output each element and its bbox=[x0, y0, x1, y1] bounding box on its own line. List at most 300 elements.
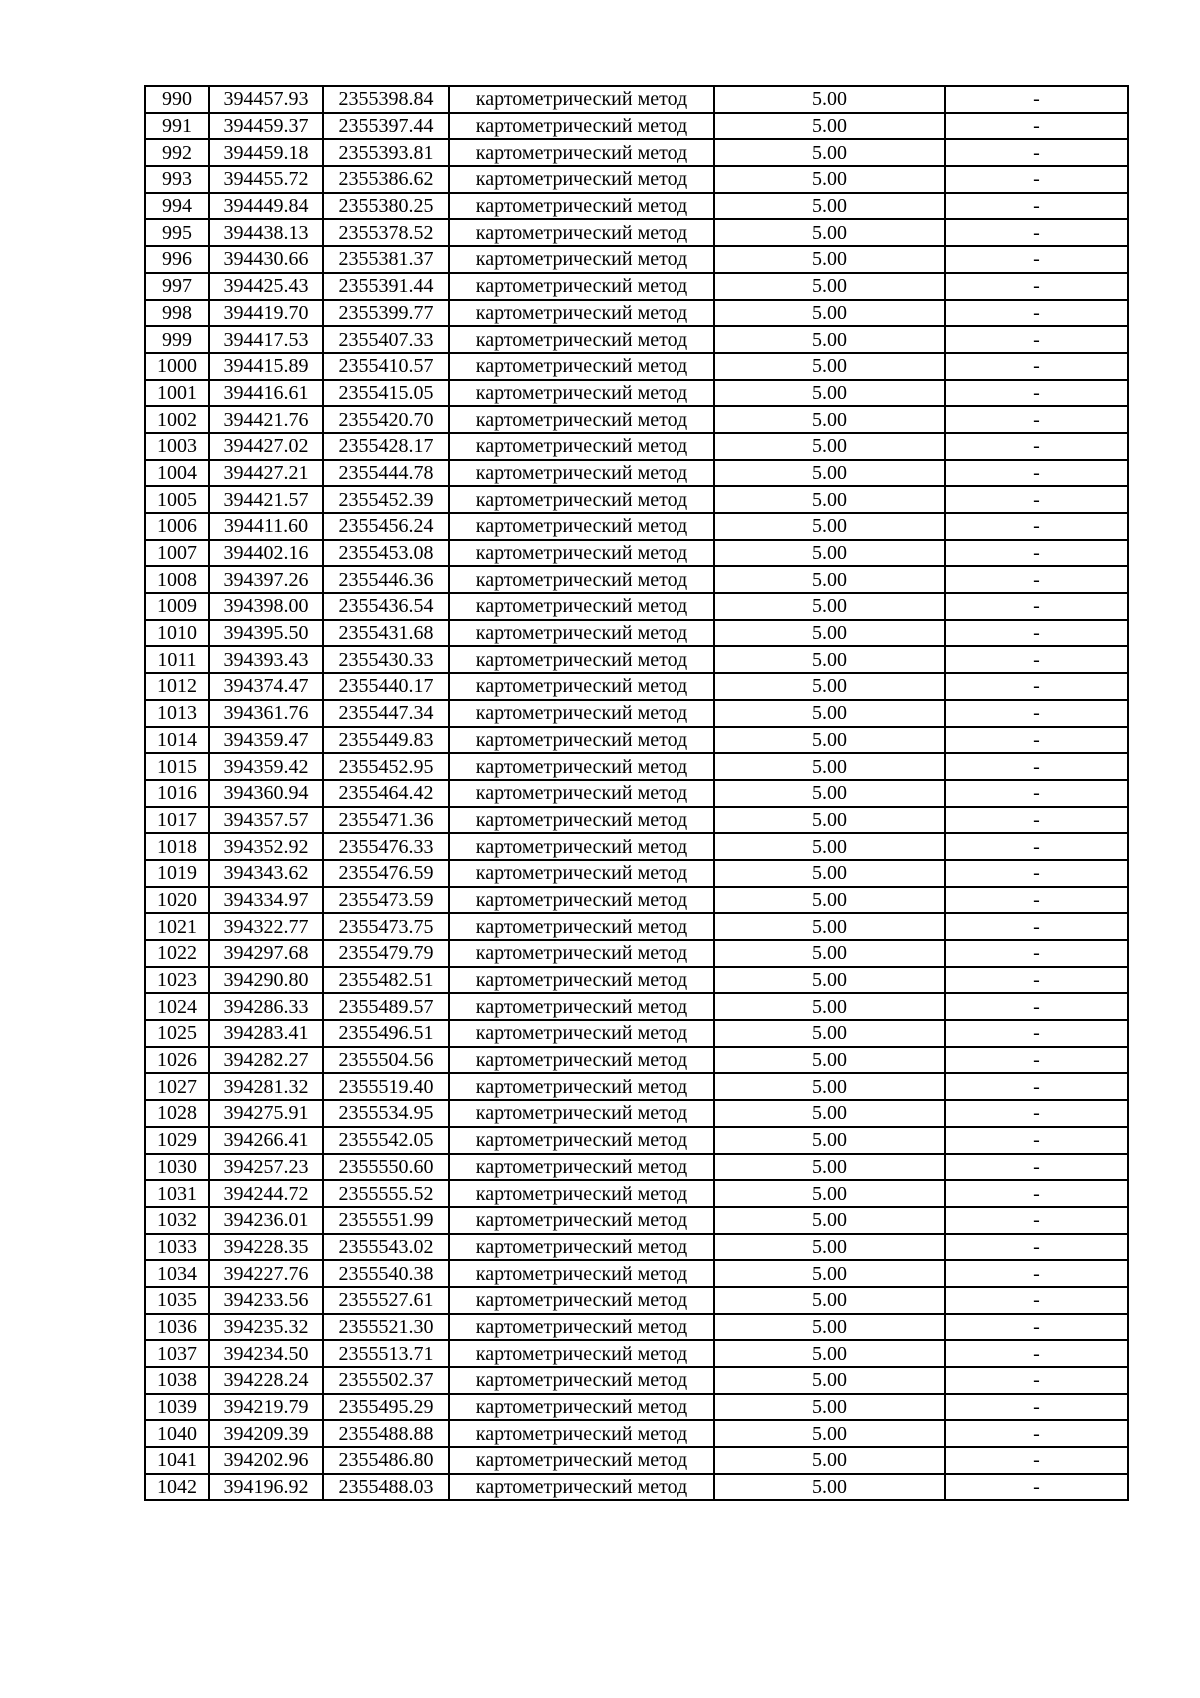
x-coordinate-cell: 394281.32 bbox=[209, 1073, 323, 1100]
table-row bbox=[145, 326, 1128, 353]
x-coordinate-cell: 394219.79 bbox=[209, 1394, 323, 1421]
point-number-cell: 1006 bbox=[145, 513, 209, 540]
accuracy-cell: 5.00 bbox=[714, 1447, 945, 1474]
table-row bbox=[145, 913, 1128, 940]
point-number-cell: 1022 bbox=[145, 940, 209, 967]
note-cell: - bbox=[945, 273, 1128, 300]
method-cell: картометрический метод bbox=[449, 1394, 714, 1421]
accuracy-cell: 5.00 bbox=[714, 513, 945, 540]
method-cell: картометрический метод bbox=[449, 219, 714, 246]
table-row bbox=[145, 1073, 1128, 1100]
method-cell: картометрический метод bbox=[449, 1447, 714, 1474]
table-row bbox=[145, 1367, 1128, 1394]
note-cell: - bbox=[945, 193, 1128, 220]
y-coordinate-cell: 2355495.29 bbox=[323, 1394, 449, 1421]
point-number-cell: 990 bbox=[145, 86, 209, 113]
table-row bbox=[145, 566, 1128, 593]
accuracy-cell: 5.00 bbox=[714, 1340, 945, 1367]
method-cell: картометрический метод bbox=[449, 940, 714, 967]
point-number-cell: 1035 bbox=[145, 1287, 209, 1314]
table-row bbox=[145, 807, 1128, 834]
point-number-cell: 1014 bbox=[145, 727, 209, 754]
x-coordinate-cell: 394459.37 bbox=[209, 113, 323, 140]
point-number-cell: 991 bbox=[145, 113, 209, 140]
note-cell: - bbox=[945, 727, 1128, 754]
coordinates-table bbox=[144, 85, 1129, 1501]
method-cell: картометрический метод bbox=[449, 967, 714, 994]
accuracy-cell: 5.00 bbox=[714, 1314, 945, 1341]
accuracy-cell: 5.00 bbox=[714, 1234, 945, 1261]
x-coordinate-cell: 394455.72 bbox=[209, 166, 323, 193]
x-coordinate-cell: 394398.00 bbox=[209, 593, 323, 620]
x-coordinate-cell: 394449.84 bbox=[209, 193, 323, 220]
y-coordinate-cell: 2355479.79 bbox=[323, 940, 449, 967]
accuracy-cell: 5.00 bbox=[714, 913, 945, 940]
table-row bbox=[145, 727, 1128, 754]
method-cell: картометрический метод bbox=[449, 300, 714, 327]
y-coordinate-cell: 2355496.51 bbox=[323, 1020, 449, 1047]
method-cell: картометрический метод bbox=[449, 753, 714, 780]
accuracy-cell: 5.00 bbox=[714, 860, 945, 887]
y-coordinate-cell: 2355407.33 bbox=[323, 326, 449, 353]
y-coordinate-cell: 2355397.44 bbox=[323, 113, 449, 140]
accuracy-cell: 5.00 bbox=[714, 1394, 945, 1421]
table-row bbox=[145, 273, 1128, 300]
note-cell: - bbox=[945, 1234, 1128, 1261]
y-coordinate-cell: 2355391.44 bbox=[323, 273, 449, 300]
x-coordinate-cell: 394209.39 bbox=[209, 1420, 323, 1447]
note-cell: - bbox=[945, 860, 1128, 887]
y-coordinate-cell: 2355393.81 bbox=[323, 139, 449, 166]
note-cell: - bbox=[945, 1447, 1128, 1474]
accuracy-cell: 5.00 bbox=[714, 1420, 945, 1447]
accuracy-cell: 5.00 bbox=[714, 833, 945, 860]
y-coordinate-cell: 2355540.38 bbox=[323, 1260, 449, 1287]
accuracy-cell: 5.00 bbox=[714, 246, 945, 273]
accuracy-cell: 5.00 bbox=[714, 993, 945, 1020]
point-number-cell: 1004 bbox=[145, 460, 209, 487]
y-coordinate-cell: 2355543.02 bbox=[323, 1234, 449, 1261]
table-row bbox=[145, 219, 1128, 246]
note-cell: - bbox=[945, 219, 1128, 246]
point-number-cell: 1019 bbox=[145, 860, 209, 887]
x-coordinate-cell: 394283.41 bbox=[209, 1020, 323, 1047]
table-row bbox=[145, 1260, 1128, 1287]
method-cell: картометрический метод bbox=[449, 1207, 714, 1234]
note-cell: - bbox=[945, 1047, 1128, 1074]
method-cell: картометрический метод bbox=[449, 1340, 714, 1367]
point-number-cell: 992 bbox=[145, 139, 209, 166]
point-number-cell: 1020 bbox=[145, 887, 209, 914]
table-row bbox=[145, 1447, 1128, 1474]
note-cell: - bbox=[945, 673, 1128, 700]
y-coordinate-cell: 2355430.33 bbox=[323, 646, 449, 673]
method-cell: картометрический метод bbox=[449, 380, 714, 407]
table-row bbox=[145, 1234, 1128, 1261]
y-coordinate-cell: 2355378.52 bbox=[323, 219, 449, 246]
y-coordinate-cell: 2355555.52 bbox=[323, 1180, 449, 1207]
accuracy-cell: 5.00 bbox=[714, 1100, 945, 1127]
table-row bbox=[145, 1340, 1128, 1367]
point-number-cell: 1018 bbox=[145, 833, 209, 860]
note-cell: - bbox=[945, 1207, 1128, 1234]
point-number-cell: 1023 bbox=[145, 967, 209, 994]
y-coordinate-cell: 2355381.37 bbox=[323, 246, 449, 273]
accuracy-cell: 5.00 bbox=[714, 1154, 945, 1181]
note-cell: - bbox=[945, 113, 1128, 140]
method-cell: картометрический метод bbox=[449, 406, 714, 433]
table-row bbox=[145, 940, 1128, 967]
method-cell: картометрический метод bbox=[449, 246, 714, 273]
table-row bbox=[145, 887, 1128, 914]
point-number-cell: 997 bbox=[145, 273, 209, 300]
table-row bbox=[145, 1287, 1128, 1314]
point-number-cell: 1030 bbox=[145, 1154, 209, 1181]
accuracy-cell: 5.00 bbox=[714, 727, 945, 754]
accuracy-cell: 5.00 bbox=[714, 620, 945, 647]
note-cell: - bbox=[945, 593, 1128, 620]
method-cell: картометрический метод bbox=[449, 593, 714, 620]
table-row bbox=[145, 1100, 1128, 1127]
method-cell: картометрический метод bbox=[449, 193, 714, 220]
accuracy-cell: 5.00 bbox=[714, 700, 945, 727]
note-cell: - bbox=[945, 940, 1128, 967]
table-row bbox=[145, 780, 1128, 807]
point-number-cell: 1036 bbox=[145, 1314, 209, 1341]
method-cell: картометрический метод bbox=[449, 460, 714, 487]
note-cell: - bbox=[945, 86, 1128, 113]
table-row bbox=[145, 593, 1128, 620]
note-cell: - bbox=[945, 566, 1128, 593]
table-row bbox=[145, 673, 1128, 700]
x-coordinate-cell: 394421.76 bbox=[209, 406, 323, 433]
x-coordinate-cell: 394282.27 bbox=[209, 1047, 323, 1074]
point-number-cell: 1008 bbox=[145, 566, 209, 593]
note-cell: - bbox=[945, 753, 1128, 780]
note-cell: - bbox=[945, 1314, 1128, 1341]
y-coordinate-cell: 2355436.54 bbox=[323, 593, 449, 620]
table-row bbox=[145, 540, 1128, 567]
note-cell: - bbox=[945, 1154, 1128, 1181]
method-cell: картометрический метод bbox=[449, 486, 714, 513]
accuracy-cell: 5.00 bbox=[714, 300, 945, 327]
point-number-cell: 1031 bbox=[145, 1180, 209, 1207]
note-cell: - bbox=[945, 620, 1128, 647]
method-cell: картометрический метод bbox=[449, 86, 714, 113]
note-cell: - bbox=[945, 540, 1128, 567]
table-row bbox=[145, 646, 1128, 673]
point-number-cell: 1012 bbox=[145, 673, 209, 700]
x-coordinate-cell: 394233.56 bbox=[209, 1287, 323, 1314]
note-cell: - bbox=[945, 833, 1128, 860]
point-number-cell: 1015 bbox=[145, 753, 209, 780]
x-coordinate-cell: 394361.76 bbox=[209, 700, 323, 727]
note-cell: - bbox=[945, 246, 1128, 273]
table-row bbox=[145, 1154, 1128, 1181]
accuracy-cell: 5.00 bbox=[714, 1207, 945, 1234]
accuracy-cell: 5.00 bbox=[714, 460, 945, 487]
table-row bbox=[145, 860, 1128, 887]
method-cell: картометрический метод bbox=[449, 993, 714, 1020]
note-cell: - bbox=[945, 700, 1128, 727]
x-coordinate-cell: 394290.80 bbox=[209, 967, 323, 994]
point-number-cell: 1041 bbox=[145, 1447, 209, 1474]
note-cell: - bbox=[945, 646, 1128, 673]
method-cell: картометрический метод bbox=[449, 887, 714, 914]
method-cell: картометрический метод bbox=[449, 700, 714, 727]
method-cell: картометрический метод bbox=[449, 353, 714, 380]
accuracy-cell: 5.00 bbox=[714, 380, 945, 407]
note-cell: - bbox=[945, 460, 1128, 487]
y-coordinate-cell: 2355444.78 bbox=[323, 460, 449, 487]
accuracy-cell: 5.00 bbox=[714, 780, 945, 807]
y-coordinate-cell: 2355482.51 bbox=[323, 967, 449, 994]
x-coordinate-cell: 394359.42 bbox=[209, 753, 323, 780]
note-cell: - bbox=[945, 300, 1128, 327]
note-cell: - bbox=[945, 1073, 1128, 1100]
accuracy-cell: 5.00 bbox=[714, 1020, 945, 1047]
method-cell: картометрический метод bbox=[449, 1287, 714, 1314]
x-coordinate-cell: 394227.76 bbox=[209, 1260, 323, 1287]
table-row bbox=[145, 1180, 1128, 1207]
note-cell: - bbox=[945, 967, 1128, 994]
accuracy-cell: 5.00 bbox=[714, 406, 945, 433]
note-cell: - bbox=[945, 1420, 1128, 1447]
x-coordinate-cell: 394266.41 bbox=[209, 1127, 323, 1154]
point-number-cell: 1021 bbox=[145, 913, 209, 940]
y-coordinate-cell: 2355464.42 bbox=[323, 780, 449, 807]
point-number-cell: 1032 bbox=[145, 1207, 209, 1234]
point-number-cell: 1007 bbox=[145, 540, 209, 567]
x-coordinate-cell: 394352.92 bbox=[209, 833, 323, 860]
y-coordinate-cell: 2355453.08 bbox=[323, 540, 449, 567]
y-coordinate-cell: 2355456.24 bbox=[323, 513, 449, 540]
accuracy-cell: 5.00 bbox=[714, 1180, 945, 1207]
method-cell: картометрический метод bbox=[449, 273, 714, 300]
y-coordinate-cell: 2355410.57 bbox=[323, 353, 449, 380]
point-number-cell: 1029 bbox=[145, 1127, 209, 1154]
y-coordinate-cell: 2355551.99 bbox=[323, 1207, 449, 1234]
note-cell: - bbox=[945, 433, 1128, 460]
x-coordinate-cell: 394416.61 bbox=[209, 380, 323, 407]
method-cell: картометрический метод bbox=[449, 1154, 714, 1181]
x-coordinate-cell: 394374.47 bbox=[209, 673, 323, 700]
table-row bbox=[145, 1127, 1128, 1154]
accuracy-cell: 5.00 bbox=[714, 673, 945, 700]
x-coordinate-cell: 394360.94 bbox=[209, 780, 323, 807]
method-cell: картометрический метод bbox=[449, 727, 714, 754]
method-cell: картометрический метод bbox=[449, 433, 714, 460]
table-row bbox=[145, 300, 1128, 327]
x-coordinate-cell: 394419.70 bbox=[209, 300, 323, 327]
accuracy-cell: 5.00 bbox=[714, 326, 945, 353]
accuracy-cell: 5.00 bbox=[714, 86, 945, 113]
accuracy-cell: 5.00 bbox=[714, 1260, 945, 1287]
point-number-cell: 1033 bbox=[145, 1234, 209, 1261]
x-coordinate-cell: 394244.72 bbox=[209, 1180, 323, 1207]
x-coordinate-cell: 394425.43 bbox=[209, 273, 323, 300]
point-number-cell: 1013 bbox=[145, 700, 209, 727]
x-coordinate-cell: 394395.50 bbox=[209, 620, 323, 647]
accuracy-cell: 5.00 bbox=[714, 887, 945, 914]
coordinates-table-body bbox=[145, 86, 1128, 1500]
table-row bbox=[145, 246, 1128, 273]
point-number-cell: 1003 bbox=[145, 433, 209, 460]
method-cell: картометрический метод bbox=[449, 1234, 714, 1261]
point-number-cell: 994 bbox=[145, 193, 209, 220]
note-cell: - bbox=[945, 1394, 1128, 1421]
y-coordinate-cell: 2355380.25 bbox=[323, 193, 449, 220]
point-number-cell: 1001 bbox=[145, 380, 209, 407]
note-cell: - bbox=[945, 913, 1128, 940]
point-number-cell: 1017 bbox=[145, 807, 209, 834]
x-coordinate-cell: 394357.57 bbox=[209, 807, 323, 834]
table-row bbox=[145, 113, 1128, 140]
note-cell: - bbox=[945, 486, 1128, 513]
method-cell: картометрический метод bbox=[449, 1314, 714, 1341]
table-row bbox=[145, 993, 1128, 1020]
point-number-cell: 1040 bbox=[145, 1420, 209, 1447]
accuracy-cell: 5.00 bbox=[714, 113, 945, 140]
y-coordinate-cell: 2355399.77 bbox=[323, 300, 449, 327]
point-number-cell: 1024 bbox=[145, 993, 209, 1020]
point-number-cell: 1025 bbox=[145, 1020, 209, 1047]
x-coordinate-cell: 394402.16 bbox=[209, 540, 323, 567]
note-cell: - bbox=[945, 1474, 1128, 1501]
note-cell: - bbox=[945, 513, 1128, 540]
point-number-cell: 993 bbox=[145, 166, 209, 193]
note-cell: - bbox=[945, 353, 1128, 380]
method-cell: картометрический метод bbox=[449, 139, 714, 166]
y-coordinate-cell: 2355440.17 bbox=[323, 673, 449, 700]
table-row bbox=[145, 1047, 1128, 1074]
point-number-cell: 1028 bbox=[145, 1100, 209, 1127]
table-row bbox=[145, 86, 1128, 113]
accuracy-cell: 5.00 bbox=[714, 139, 945, 166]
y-coordinate-cell: 2355489.57 bbox=[323, 993, 449, 1020]
x-coordinate-cell: 394196.92 bbox=[209, 1474, 323, 1501]
point-number-cell: 1038 bbox=[145, 1367, 209, 1394]
x-coordinate-cell: 394334.97 bbox=[209, 887, 323, 914]
x-coordinate-cell: 394257.23 bbox=[209, 1154, 323, 1181]
accuracy-cell: 5.00 bbox=[714, 1474, 945, 1501]
method-cell: картометрический метод bbox=[449, 566, 714, 593]
accuracy-cell: 5.00 bbox=[714, 593, 945, 620]
method-cell: картометрический метод bbox=[449, 1420, 714, 1447]
method-cell: картометрический метод bbox=[449, 1367, 714, 1394]
table-row bbox=[145, 353, 1128, 380]
note-cell: - bbox=[945, 780, 1128, 807]
table-row bbox=[145, 1207, 1128, 1234]
table-row bbox=[145, 1474, 1128, 1501]
y-coordinate-cell: 2355473.59 bbox=[323, 887, 449, 914]
y-coordinate-cell: 2355488.03 bbox=[323, 1474, 449, 1501]
table-row bbox=[145, 700, 1128, 727]
accuracy-cell: 5.00 bbox=[714, 486, 945, 513]
x-coordinate-cell: 394457.93 bbox=[209, 86, 323, 113]
x-coordinate-cell: 394359.47 bbox=[209, 727, 323, 754]
note-cell: - bbox=[945, 1340, 1128, 1367]
y-coordinate-cell: 2355504.56 bbox=[323, 1047, 449, 1074]
note-cell: - bbox=[945, 1260, 1128, 1287]
y-coordinate-cell: 2355476.59 bbox=[323, 860, 449, 887]
note-cell: - bbox=[945, 1367, 1128, 1394]
method-cell: картометрический метод bbox=[449, 326, 714, 353]
method-cell: картометрический метод bbox=[449, 1073, 714, 1100]
accuracy-cell: 5.00 bbox=[714, 540, 945, 567]
table-row bbox=[145, 193, 1128, 220]
table-row bbox=[145, 1394, 1128, 1421]
method-cell: картометрический метод bbox=[449, 807, 714, 834]
y-coordinate-cell: 2355534.95 bbox=[323, 1100, 449, 1127]
y-coordinate-cell: 2355521.30 bbox=[323, 1314, 449, 1341]
method-cell: картометрический метод bbox=[449, 1100, 714, 1127]
point-number-cell: 1002 bbox=[145, 406, 209, 433]
note-cell: - bbox=[945, 326, 1128, 353]
point-number-cell: 995 bbox=[145, 219, 209, 246]
method-cell: картометрический метод bbox=[449, 860, 714, 887]
y-coordinate-cell: 2355431.68 bbox=[323, 620, 449, 647]
x-coordinate-cell: 394393.43 bbox=[209, 646, 323, 673]
x-coordinate-cell: 394297.68 bbox=[209, 940, 323, 967]
y-coordinate-cell: 2355471.36 bbox=[323, 807, 449, 834]
y-coordinate-cell: 2355420.70 bbox=[323, 406, 449, 433]
note-cell: - bbox=[945, 380, 1128, 407]
note-cell: - bbox=[945, 1287, 1128, 1314]
table-row bbox=[145, 753, 1128, 780]
point-number-cell: 1034 bbox=[145, 1260, 209, 1287]
point-number-cell: 1011 bbox=[145, 646, 209, 673]
x-coordinate-cell: 394235.32 bbox=[209, 1314, 323, 1341]
point-number-cell: 1010 bbox=[145, 620, 209, 647]
y-coordinate-cell: 2355386.62 bbox=[323, 166, 449, 193]
point-number-cell: 1026 bbox=[145, 1047, 209, 1074]
x-coordinate-cell: 394427.21 bbox=[209, 460, 323, 487]
method-cell: картометрический метод bbox=[449, 646, 714, 673]
y-coordinate-cell: 2355527.61 bbox=[323, 1287, 449, 1314]
x-coordinate-cell: 394228.24 bbox=[209, 1367, 323, 1394]
method-cell: картометрический метод bbox=[449, 1047, 714, 1074]
table-row bbox=[145, 1420, 1128, 1447]
note-cell: - bbox=[945, 1127, 1128, 1154]
point-number-cell: 1009 bbox=[145, 593, 209, 620]
method-cell: картометрический метод bbox=[449, 540, 714, 567]
y-coordinate-cell: 2355452.39 bbox=[323, 486, 449, 513]
accuracy-cell: 5.00 bbox=[714, 1047, 945, 1074]
y-coordinate-cell: 2355542.05 bbox=[323, 1127, 449, 1154]
table-row bbox=[145, 833, 1128, 860]
note-cell: - bbox=[945, 406, 1128, 433]
method-cell: картометрический метод bbox=[449, 1180, 714, 1207]
table-row bbox=[145, 406, 1128, 433]
y-coordinate-cell: 2355502.37 bbox=[323, 1367, 449, 1394]
y-coordinate-cell: 2355519.40 bbox=[323, 1073, 449, 1100]
note-cell: - bbox=[945, 166, 1128, 193]
y-coordinate-cell: 2355486.80 bbox=[323, 1447, 449, 1474]
y-coordinate-cell: 2355428.17 bbox=[323, 433, 449, 460]
y-coordinate-cell: 2355513.71 bbox=[323, 1340, 449, 1367]
accuracy-cell: 5.00 bbox=[714, 1127, 945, 1154]
note-cell: - bbox=[945, 1100, 1128, 1127]
accuracy-cell: 5.00 bbox=[714, 273, 945, 300]
table-row bbox=[145, 620, 1128, 647]
point-number-cell: 1016 bbox=[145, 780, 209, 807]
accuracy-cell: 5.00 bbox=[714, 753, 945, 780]
x-coordinate-cell: 394202.96 bbox=[209, 1447, 323, 1474]
method-cell: картометрический метод bbox=[449, 620, 714, 647]
y-coordinate-cell: 2355446.36 bbox=[323, 566, 449, 593]
method-cell: картометрический метод bbox=[449, 1020, 714, 1047]
